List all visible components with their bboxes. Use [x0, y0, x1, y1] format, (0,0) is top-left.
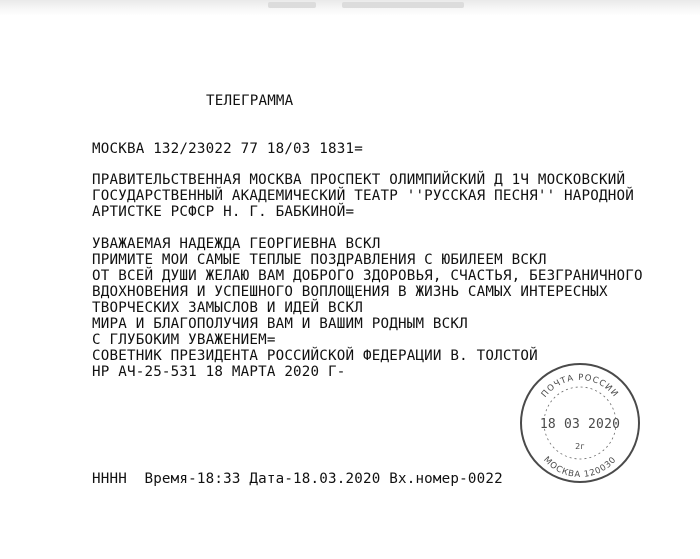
stamp-top-text: ПОЧТА РОССИИ [539, 372, 621, 400]
message-line: ОТ ВСЕЙ ДУШИ ЖЕЛАЮ ВАМ ДОБРОГО ЗДОРОВЬЯ, СЧАСТЬЯ, БЕЗГРАНИЧНОГО [92, 268, 643, 284]
sender-signature-line: СОВЕТНИК ПРЕЗИДЕНТА РОССИЙСКОЙ ФЕДЕРАЦИИ В. ТОЛСТОЙ [92, 348, 538, 364]
faint-text-fragment [342, 2, 464, 8]
telegram-footer: НННН Время-18:33 Дата-18.03.2020 Вх.номер-0022 [92, 471, 503, 487]
address-line: ПРАВИТЕЛЬСТВЕННАЯ МОСКВА ПРОСПЕКТ ОЛИМПИЙСКИЙ Д 1Ч МОСКОВСКИЙ [92, 172, 626, 188]
message-line: УВАЖАЕМАЯ НАДЕЖДА ГЕОРГИЕВНА ВСКЛ [92, 236, 381, 252]
message-line: ТВОРЧЕСКИХ ЗАМЫСЛОВ И ИДЕЙ ВСКЛ [92, 300, 363, 316]
message-line: МИРА И БЛАГОПОЛУЧИЯ ВАМ И ВАШИМ РОДНЫМ ВСКЛ [92, 316, 468, 332]
stamp-shift: 2г [575, 442, 585, 451]
reference-number-line: НР АЧ-25-531 18 МАРТА 2020 Г- [92, 364, 346, 380]
message-line: ВДОХНОВЕНИЯ И УСПЕШНОГО ВОПЛОЩЕНИЯ В ЖИЗНЬ САМЫХ ИНТЕРЕСНЫХ [92, 284, 608, 300]
closing-line: С ГЛУБОКИМ УВАЖЕНИЕМ= [92, 332, 276, 348]
address-line: ГОСУДАРСТВЕННЫЙ АКАДЕМИЧЕСКИЙ ТЕАТР ''РУССКАЯ ПЕСНЯ'' НАРОДНОЙ [92, 188, 634, 204]
faint-text-fragment [268, 2, 316, 8]
telegram-header-line: МОСКВА 132/23022 77 18/03 1831= [92, 141, 363, 157]
post-office-stamp [517, 360, 643, 486]
message-line: ПРИМИТЕ МОИ САМЫЕ ТЕПЛЫЕ ПОЗДРАВЛЕНИЯ С ЮБИЛЕЕМ ВСКЛ [92, 252, 547, 268]
telegram-title: ТЕЛЕГРАММА [206, 93, 294, 109]
address-line: АРТИСТКЕ РСФСР Н. Г. БАБКИНОЙ= [92, 204, 355, 220]
stamp-date: 18 03 2020 [539, 417, 621, 432]
stamp-bottom-text: МОСКВА 120030 [541, 454, 619, 481]
